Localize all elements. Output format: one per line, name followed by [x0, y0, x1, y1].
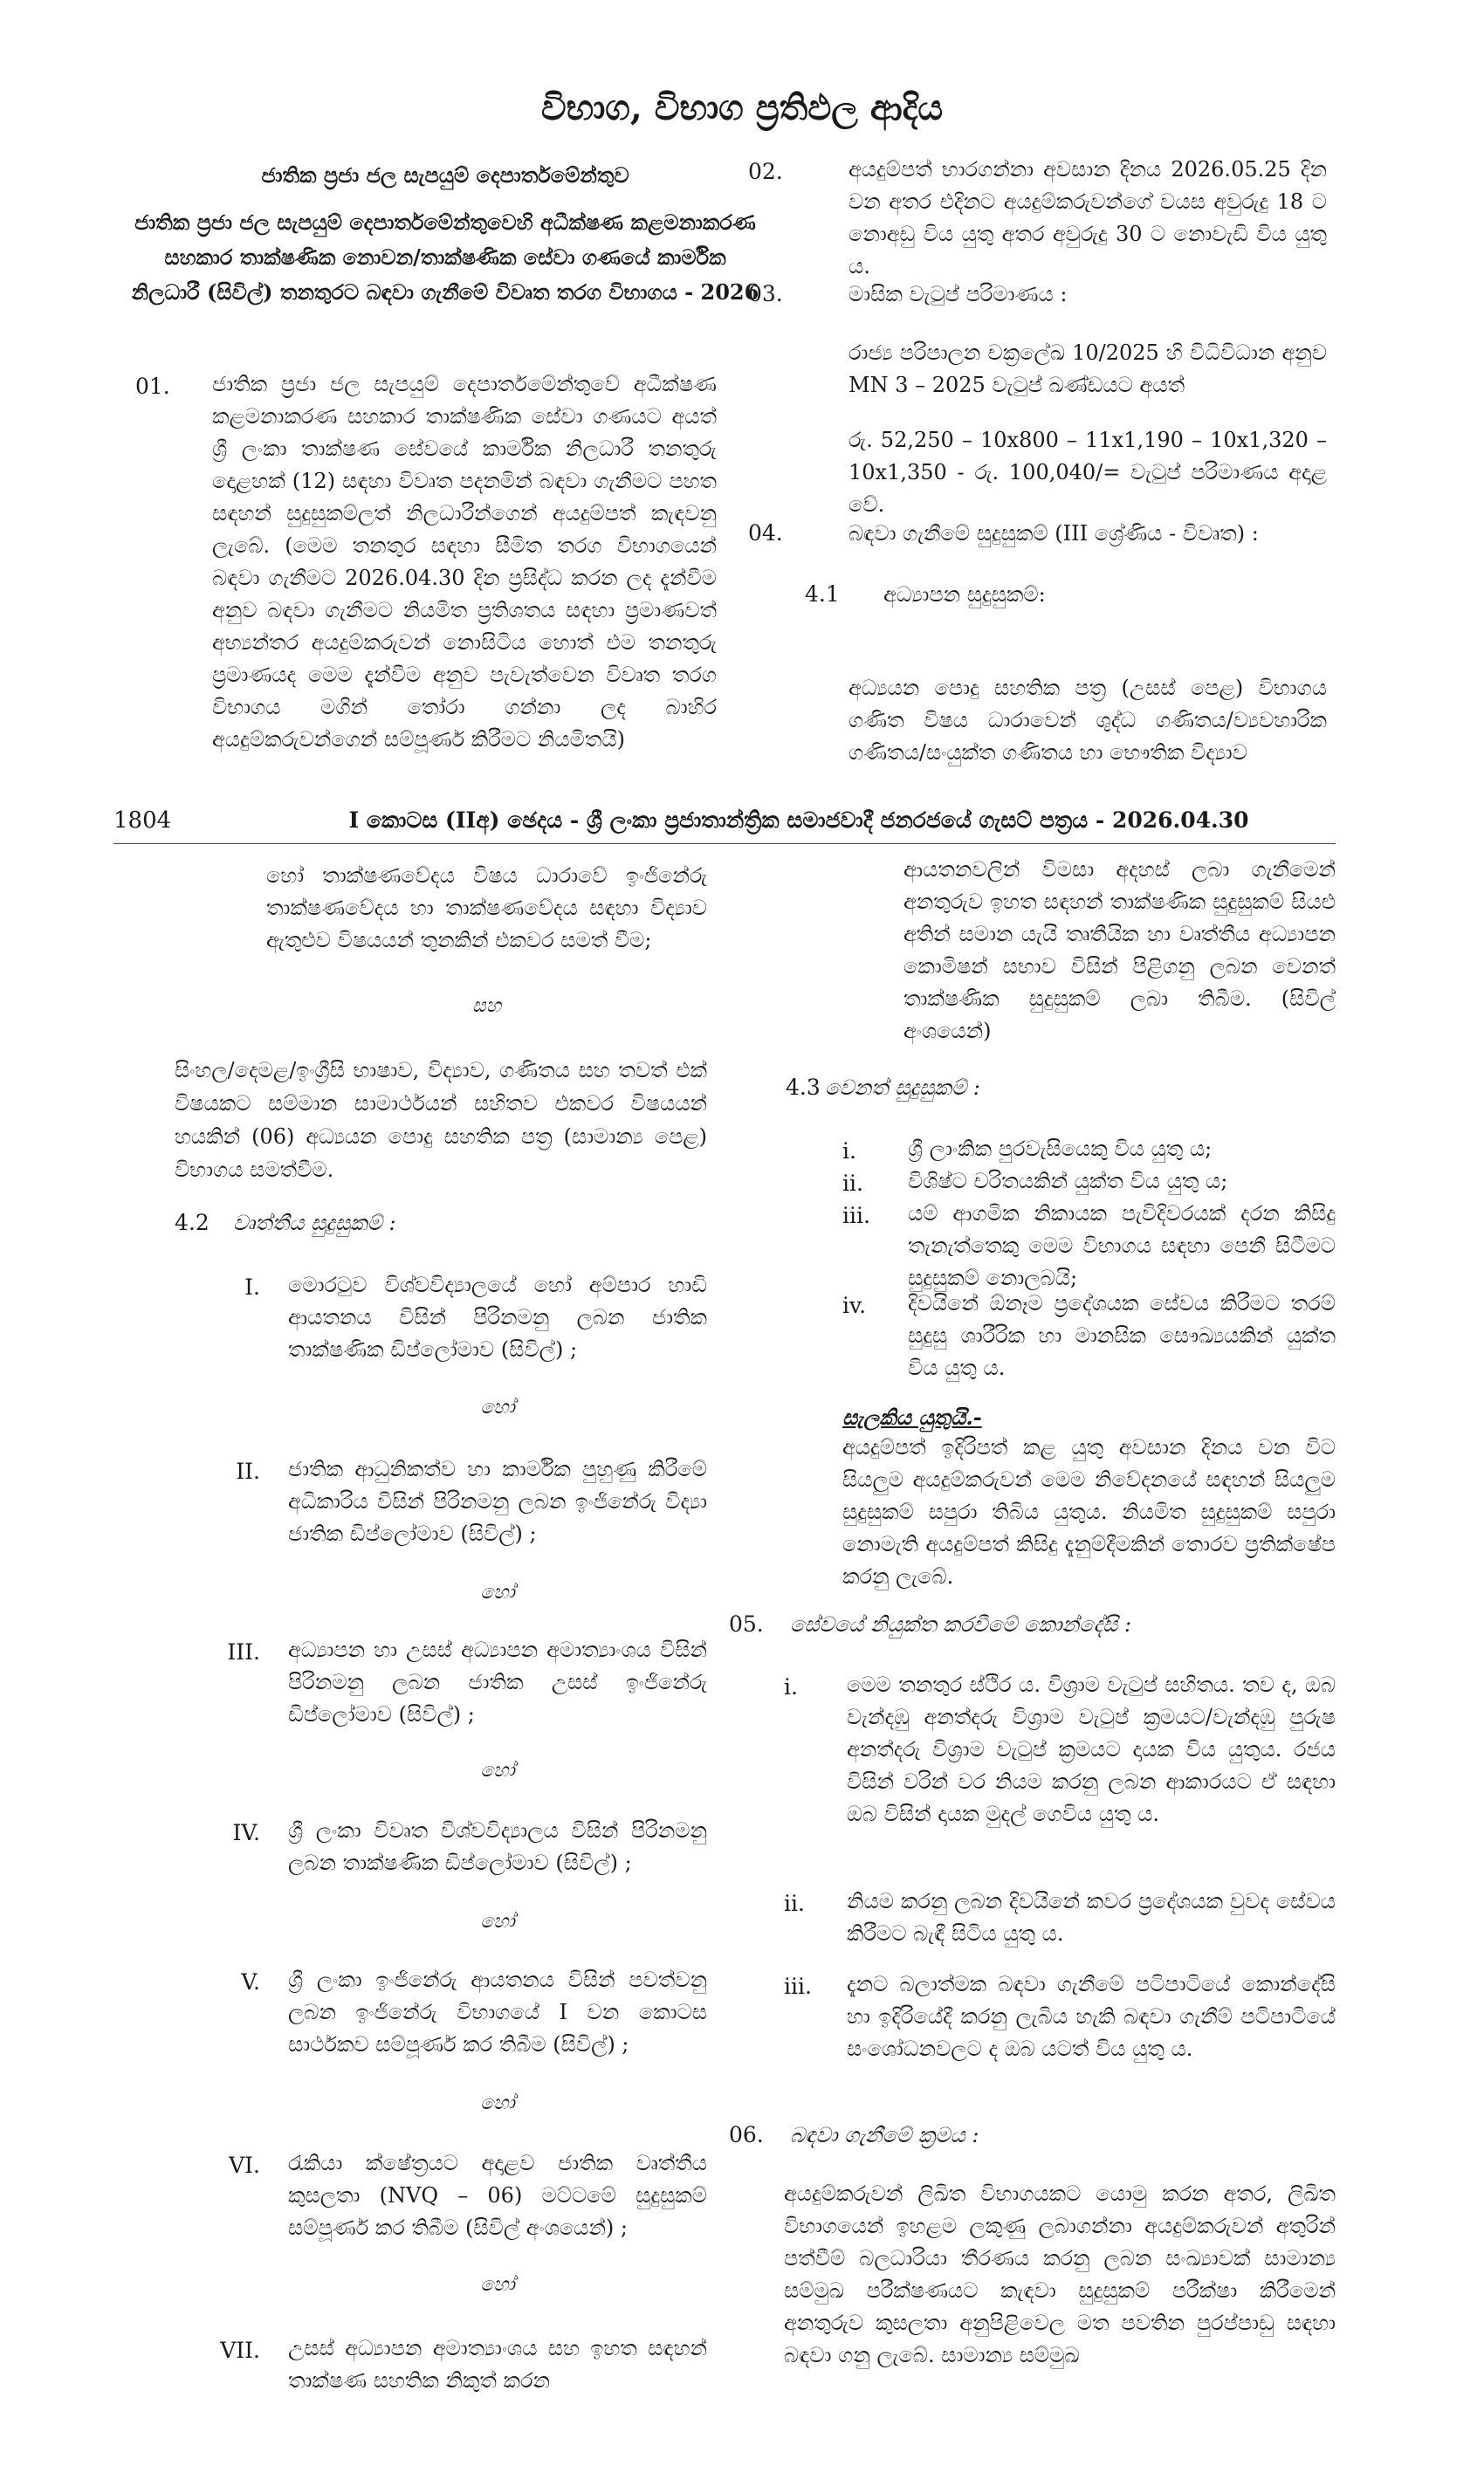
- other-item-text: විශිෂ්ට චරිතයකින් යුක්ත විය යුතු ය;: [908, 1169, 1228, 1193]
- professional-item-number: II.: [236, 1459, 260, 1484]
- or-separator: හෝ: [480, 1760, 515, 1782]
- gazette-header-line: I කොටස (IIඅ) ඡෙදය - ශ්‍රී ලංකා ප්‍රජාතාන්ත්‍රික සමාජවාදී ජනරජයේ ගැසට් පත්‍රය - 2026.04.30: [348, 807, 1249, 833]
- and-separator: සහ: [471, 995, 502, 1017]
- condition-item-text: දැනට බලාත්මක බඳවා ගැනීමේ පටිපාටියේ කොන්දේසි හා ඉදිරියේදී කරනු ලැබිය හැකි බඳවා ගැනීම් පටිපාටියේ සංශෝධනවලට ද ඔබ යටත් විය යුතු ය.: [847, 1972, 1336, 2061]
- condition-item-text: නියම කරනු ලබන දිවයිනේ කවර ප්‍රදේශයක වුවද සේවය කිරීමට බැඳී සිටිය යුතු ය.: [847, 1889, 1336, 1946]
- note-text: අයදුම්පත් ඉදිරිපත් කළ යුතු අවසාන දිනය වන විට සියලුම අයදුම්කරුවන් මෙම නිවේදනයේ සඳහන් සියලුම සුදුසුකම් සපුරා තිබිය යුතුය. නියමිත සුදුසුකම් සපුරා නොමැති අයදුම්පත් කිසිදු දැනුම්දීමකින් තොරව ප්‍රතික්ෂේප කරනු ලැබේ.: [842, 1435, 1336, 1589]
- section-06-text: අයදුම්කරුවන් ලිඛිත විභාගයකට යොමු කරන අතර, ලිඛිත විභාගයෙන් ඉහළම ලකුණු ලබාගන්නා අයදුම්කරුවන් අතුරින් පත්වීම් බලධාරියා තීරණය කරනු ලබන සංඛ්‍යාවක් සාමාන්‍ය සම්මුඛ පරීක්ෂණයට කැඳවා සුදුසුකම් පරීක්ෂා කිරීමෙන් අනතුරුව කුසලතා අනුපිළිවෙල මත පවතින පුරප්පාඩු සඳහා බඳවා ගනු ලැබේ. සාමාන්‍ය සම්මුඛ: [784, 2181, 1336, 2367]
- professional-item-text: රැකියා ක්ෂේත්‍රයට අදාළව ජාතික වෘත්තීය කුසලතා (NVQ – 06) මට්ටමේ සුදුසුකම් සම්පූර්ණ කර තිබීම (සිවිල් අංශයෙන්) ;: [288, 2151, 707, 2240]
- page-title: විභාග, විභාග ප්‍රතිඵල ආදිය: [540, 87, 944, 128]
- section-4-1-text: අධ්‍යයන පොදු සහතික පත්‍ර (උසස් පෙළ) විභාගය ගණිත විෂය ධාරාවෙන් ශුද්ධ ගණිතය/ව්‍යවහාරික ගණිතය/සංයුක්ත ගණිතය හා භෞතික විද්‍යාව: [848, 676, 1327, 765]
- section-4-1-title: අධ්‍යාපන සුදුසුකම්:: [883, 582, 1046, 607]
- other-item-text: දිවයිනේ ඕනෑම ප්‍රදේශයක සේවය කිරීමට තරම් සුදුසු ශාරීරික හා මානසික සෞඛ්‍යයකින් යුක්ත විය යුතු ය.: [908, 1291, 1336, 1380]
- section-05-title: සේවයේ නියුක්ත කරවීමේ කොන්දේසි :: [790, 1612, 1132, 1637]
- professional-item-number: VII.: [220, 2338, 260, 2363]
- or-separator: හෝ: [480, 1582, 515, 1604]
- professional-item-number: V.: [241, 1969, 260, 1995]
- section-03-text-1: රාජ්‍ය පරිපාලන චක්‍රලේඛ 10/2025 හි විධිවිධාන අනුව MN 3 – 2025 වැටුප් ඛණ්ඩයට අයත්: [848, 340, 1327, 397]
- condition-item-text: මෙම තනතුර ස්ථිර ය. විශ්‍රාම වැටුප් සහිතය. තව ද, ඔබ වැන්දඹු අනත්දරු විශ්‍රාම වැටුප් ක්‍රමයට/වැන්දඹු පුරුෂ අනත්දරු විශ්‍රාම වැටුප් ක්‍රමයට දායක විය යුතුය. රජය විසින් වරින් වර නියම කරනු ලබන ආකාරයට ඒ සඳහා ඔබ විසින් දායක මුදල් ගෙවිය යුතු ය.: [847, 1673, 1336, 1826]
- professional-item-number: I.: [244, 1274, 260, 1300]
- section-05-number: 05.: [729, 1611, 764, 1637]
- other-item-number: iv.: [842, 1293, 867, 1318]
- other-item-text: ශ්‍රී ලාංකික පුරවැසියෙකු විය යුතු ය;: [908, 1137, 1213, 1161]
- professional-item-text: උසස් අධ්‍යාපන අමාත්‍යාංශය සහ ඉහත සඳහන් තාක්ෂණ සහතික නිකුත් කරන: [288, 2336, 707, 2393]
- condition-item-number: iii.: [784, 1974, 812, 1999]
- right-continuation-text: ආයතනවලින් විමසා අදහස් ලබා ගැනීමෙන් අනතුරුව ඉහත සඳහන් තාක්ෂණික සුදුසුකම් සියළු අතින් සමාන යැයි තෘතීයික හා වෘත්තීය අධ්‍යාපන කොමිෂන් සභාව විසින් පිළිගනු ලබන වෙනත් තාක්ෂණික සුදුසුකම් ලබා තිබීම. (සිවිල් අංශයෙන්): [903, 857, 1336, 1043]
- page-number: 1804: [113, 807, 172, 834]
- section-03-text-2: රු. 52,250 – 10x800 – 11x1,190 – 10x1,320 – 10x1,350 - රු. 100,040/= වැටුප් පරිමාණය අදාළ වේ.: [848, 428, 1327, 517]
- section-02-number: 02.: [748, 159, 783, 184]
- professional-item-text: මොරටුව විශ්වවිද්‍යාලයේ හෝ අම්පාර හාඩි ආයතනය විසින් පිරිනමනු ලබන ජාතික තාක්ෂණික ඩිප්ලෝමාව (සිවිල්) ;: [288, 1273, 707, 1362]
- professional-item-text: ජාතික ආධුනිකත්ව හා කාර්මික පුහුණු කිරීමේ අධිකාරිය විසින් පිරිනමනු ලබන ඉංජිනේරු විද්‍යා ජාතික ඩිප්ලෝමාව (සිවිල්) ;: [288, 1457, 707, 1546]
- professional-item-text: අධ්‍යාපන හා උසස් අධ්‍යාපන අමාත්‍යාංශය විසින් පිරිනමනු ලබන ජාතික උසස් ඉංජිනේරු ඩිප්ලෝමාව (සිවිල්) ;: [288, 1638, 707, 1727]
- professional-item-number: VI.: [229, 2153, 260, 2178]
- section-03-number: 03.: [748, 281, 783, 306]
- ol-qualification-text: සිංහල/දෙමළ/ඉංග්‍රීසි භාෂාව, විද්‍යාව, ගණිතය සහ තවත් එක් විෂයකට සම්මාන සාමාර්ථයන් සහිතව එකවර විෂයයන් හයකින් (06) අධ්‍යයන පොදු සහතික පත්‍ර (සාමාන්‍ය පෙළ) විභාගය සමත්වීම.: [175, 1058, 707, 1182]
- left-continuation-text: හෝ තාක්ෂණවේදය විෂය ධාරාවේ ඉංජිනේරු තාක්ෂණවේදය හා තාක්ෂණවේදය සඳහා විද්‍යාව ඇතුළුව විෂයයන් තුනකින් එකවර සමත් වීම;: [266, 863, 707, 952]
- department-name: ජාතික ප්‍රජා ජල සැපයුම් දෙපාර්තමේන්තුව: [261, 162, 629, 188]
- section-02-text: අයදුම්පත් භාරගන්නා අවසාන දිනය 2026.05.25 දින වන අතර එදිනට අයදුම්කරුවන්ගේ වයස අවුරුදු 18 ට නොඅඩු විය යුතු අතර අවුරුදු 30 ට නොවැඩි විය යුතු ය.: [848, 157, 1327, 278]
- or-separator: හෝ: [480, 2274, 515, 2296]
- notice-title: ජාතික ප්‍රජා ජල සැපයුම් දෙපාර්තමේන්තුවෙහි අධීක්ෂණ කළමනාකරණ සහකාර තාක්ෂණික නොවන/තාක්ෂණික සේවා ගණයේ කාර්මික නිලධාරී (සිවිල්) තනතුරට බඳවා ගැනීමේ විවෘත තරග විභාගය - 2026: [131, 210, 759, 305]
- professional-item-text: ශ්‍රී ලංකා විවෘත විශ්වවිද්‍යාලය විසින් පිරිනමනු ලබන තාක්ෂණික ඩිප්ලෝමාව (සිවිල්) ;: [288, 1818, 707, 1875]
- other-item-number: ii.: [842, 1171, 863, 1196]
- professional-item-number: IV.: [232, 1820, 260, 1845]
- section-04-title: බඳවා ගැනීමේ සුදුසුකම් (III ශ්‍රේණිය - විවෘත) :: [848, 521, 1259, 546]
- section-4-2-number: 4.2: [175, 1210, 210, 1235]
- other-item-text: යම් ආගමික නිකායක පැවිදිවරයක් දරන කිසිදු තැනැත්තෙකු මෙම විභාගය සඳහා පෙනී සිටීමට සුදුසුකම් නොලබයි;: [908, 1201, 1336, 1290]
- section-4-1-number: 4.1: [805, 581, 840, 607]
- section-01-number: 01.: [135, 374, 170, 399]
- professional-item-text: ශ්‍රී ලංකා ඉංජිනේරු ආයතනය විසින් පවත්වනු ලබන ඉංජිනේරු විභාගයේ I වන කොටස සාර්ථකව සම්පූර්ණ කර තිබීම (සිවිල්) ;: [288, 1968, 707, 2057]
- section-4-3-number: 4.3: [786, 1075, 821, 1100]
- section-04-number: 04.: [748, 520, 783, 546]
- header-rule: [113, 843, 1336, 844]
- section-03-title: මාසික වැටුප් පරිමාණය :: [848, 282, 1068, 306]
- other-item-number: iii.: [842, 1203, 870, 1228]
- section-4-3-title: වෙනත් සුදුසුකම් :: [825, 1075, 980, 1100]
- or-separator: හෝ: [480, 1397, 515, 1419]
- condition-item-number: ii.: [784, 1891, 805, 1916]
- section-01-text: ජාතික ප්‍රජා ජල සැපයුම් දෙපාර්තමේන්තුවේ අධීක්ෂණ කළමනාකරණ සහකාර තාක්ෂණික සේවා ගණයට අයත් ශ්‍රී ලංකා තාක්ෂණ සේවයේ කාර්මික නිලධාරී තනතුරු දොළහක් (12) සඳහා විවෘත පදනමින් බඳවා ගැනීමට පහත සඳහන් සුදුසුකම්ලත් නිලධාරීන්ගෙන් අයදුම්පත් කැඳවනු ලැබේ. (මෙම තනතුර සඳහා සීමිත තරග විභාගයෙන් බඳවා ගැනීමට 2026.04.30 දින ප්‍රසිද්ධ කරන ලද දැන්වීම අනුව බඳවා ගැනීමට නියමිත ප්‍රතිශතය සඳහා ප්‍රමාණවත් අභ්‍යන්තර අයදුම්කරුවන් නොසිටිය හොත් එම තනතුරු ප්‍රමාණයද මෙම දැන්වීම අනුව පැවැත්වෙන විවෘත තරග විභාගය මගින් තෝරා ගන්නා ලද බාහිර අයදුම්කරුවන්ගෙන් සම්පූර්ණ කිරීමට නියමිතයි): [212, 372, 717, 752]
- section-06-title: බඳවා ගැනීමේ ක්‍රමය :: [790, 2123, 979, 2147]
- note-label: සැලකිය යුතුයි.-: [842, 1405, 982, 1430]
- or-separator: හෝ: [480, 2092, 515, 2114]
- or-separator: හෝ: [480, 1911, 515, 1933]
- section-06-number: 06.: [729, 2122, 764, 2147]
- section-4-2-title: වෘත්තීය සුදුසුකම් :: [233, 1211, 396, 1235]
- condition-item-number: i.: [784, 1674, 798, 1700]
- professional-item-number: III.: [227, 1639, 260, 1665]
- other-item-number: i.: [842, 1138, 856, 1164]
